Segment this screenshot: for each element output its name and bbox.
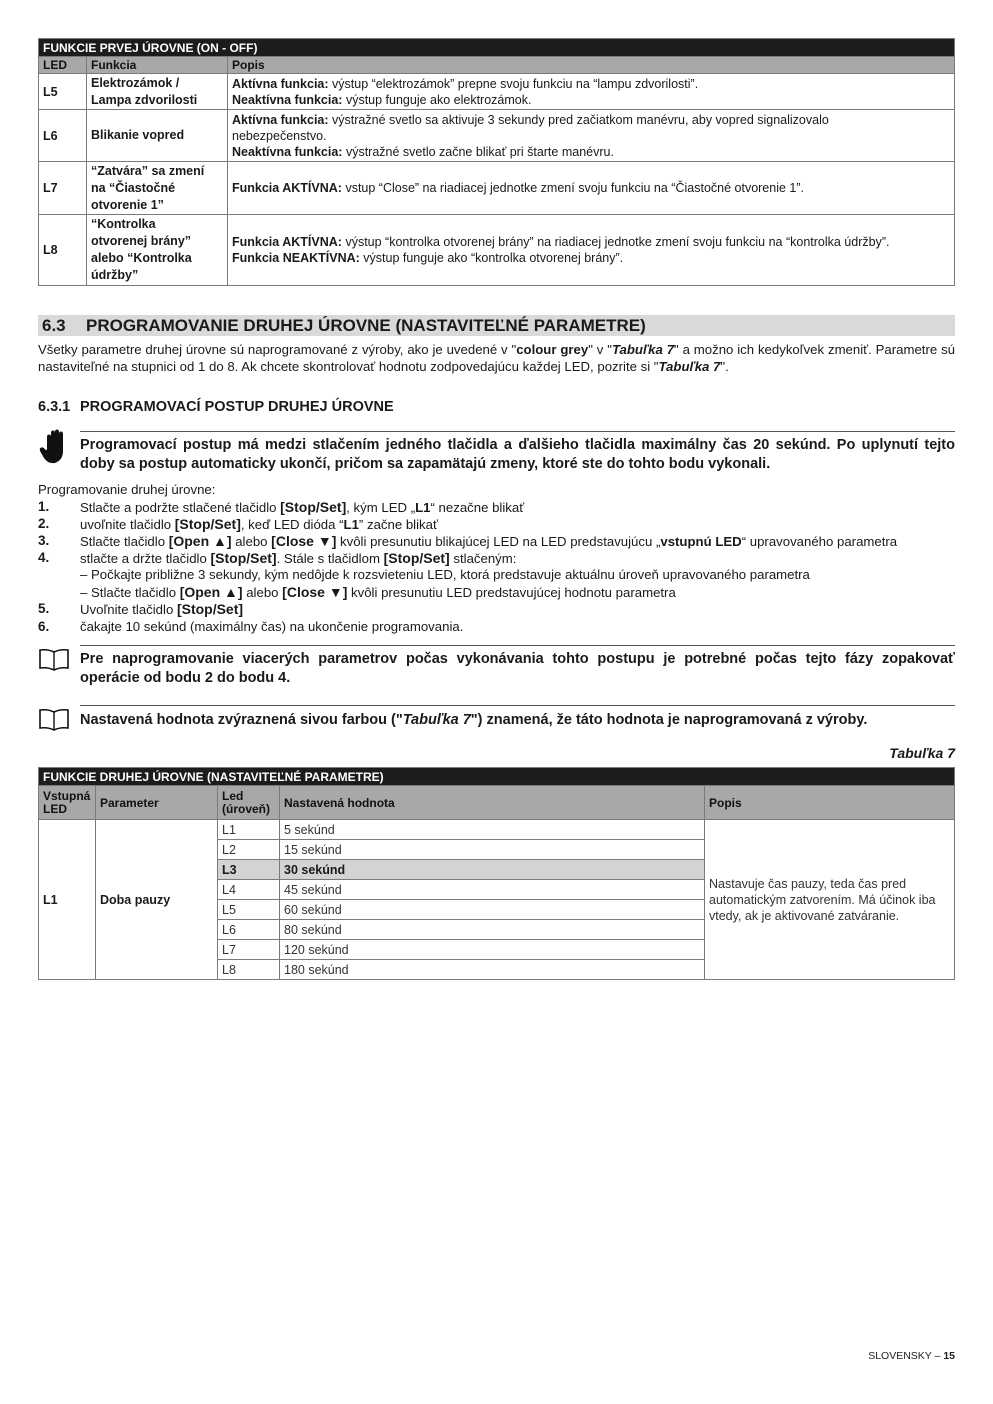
step-number: 1. — [38, 499, 50, 514]
level-value-cell: 180 sekúnd — [280, 960, 705, 980]
level-value-cell: 60 sekúnd — [280, 900, 705, 920]
page-number: 15 — [943, 1350, 955, 1362]
level-led-cell: L1 — [218, 820, 280, 840]
book-icon — [38, 708, 70, 732]
divider — [80, 645, 955, 646]
table1-title: FUNKCIE PRVEJ ÚROVNE (ON - OFF) — [39, 39, 955, 57]
level-led-cell: L7 — [218, 940, 280, 960]
step-text: stlačte a držte tlačidlo [Stop/Set]. Stále s tlačidlom [Stop/Set] stlačeným: — [80, 550, 517, 566]
step-number: 2. — [38, 516, 50, 531]
table-row — [39, 74, 955, 110]
level-value-cell: 15 sekúnd — [280, 840, 705, 860]
section-paragraph: Všetky parametre druhej úrovne sú naprogramované z výroby, ako je uvedené v "colour grey" v "Tabuľka 7" a možno ich kedykoľvek zmeniť. Parametre sú nastaviteľné na stupnici od 1 do 8. Ak chcete skontrolovať hodnotu zodpovedajúcu každej LED, pozrite si "Tabuľka 7". — [38, 342, 955, 374]
level-value-cell: 45 sekúnd — [280, 880, 705, 900]
step-number: 4. — [38, 550, 50, 565]
level-led-cell: L3 — [218, 860, 280, 880]
level-value-cell: 5 sekúnd — [280, 820, 705, 840]
divider — [80, 431, 955, 432]
first-level-functions-table — [38, 38, 955, 286]
page-footer: SLOVENSKY – 15 — [868, 1350, 955, 1362]
parameter-cell: Doba pauzy — [96, 820, 218, 980]
input-led-cell: L1 — [39, 820, 96, 980]
led-cell: L6 — [39, 110, 87, 162]
table2-header-parameter: Parameter — [96, 786, 218, 820]
substep-text: – Počkajte približne 3 sekundy, kým nedôjde k rozsvieteniu LED, ktorá predstavuje aktuálnu úroveň upravovaného parametra — [80, 567, 810, 582]
table1-header-popis: Popis — [228, 57, 955, 74]
table1-header-led: LED — [39, 57, 87, 74]
warning-text: Programovací postup má medzi stlačením jedného tlačidla a ďalšieho tlačidla maximálny čas 20 sekúnd. Po uplynutí tejto doby sa postup automaticky ukončí, pričom sa zapamätajú zmeny, ktoré ste do tohto bodu vykonali. — [80, 437, 955, 472]
led-cell: L5 — [39, 74, 87, 110]
description-cell: Aktívna funkcia: výstražné svetlo sa aktivuje 3 sekundy pred začiatkom manévru, aby vopred signalizovalo nebezpečenstvo. Neaktívna funkcia: výstražné svetlo začne blikať pri štarte manévru. — [228, 110, 955, 162]
table-row — [39, 110, 955, 162]
book-icon — [38, 648, 70, 672]
second-level-functions-table — [38, 767, 955, 980]
step-number: 6. — [38, 619, 50, 634]
level-led-cell: L5 — [218, 900, 280, 920]
level-led-cell: L6 — [218, 920, 280, 940]
section-number: 6.3 — [42, 316, 66, 335]
description-cell: Funkcia AKTÍVNA: vstup “Close” na riadiacej jednotke zmení svoju funkciu na “Čiastočné otvorenie 1”. — [228, 162, 955, 215]
step-number: 3. — [38, 533, 50, 548]
level-value-cell: 30 sekúnd — [280, 860, 705, 880]
step-text: Stlačte a podržte stlačené tlačidlo [Stop/Set], kým LED „L1“ nezačne blikať — [80, 499, 525, 515]
description-cell: Aktívna funkcia: výstup “elektrozámok” prepne svoju funkciu na “lampu zdvorilosti”. Neaktívna funkcia: výstup funguje ako elektrozámok. — [228, 74, 955, 110]
function-cell: Blikanie vopred — [87, 110, 228, 162]
function-cell: “Kontrolka otvorenej brány” alebo “Kontrolka údržby” — [87, 215, 228, 286]
level-led-cell: L8 — [218, 960, 280, 980]
level-value-cell: 80 sekúnd — [280, 920, 705, 940]
table2-header-led-level: Led (úroveň) — [218, 786, 280, 820]
procedure-intro: Programovanie druhej úrovne: — [38, 482, 216, 497]
step-number: 5. — [38, 601, 50, 616]
divider — [80, 705, 955, 706]
level-led-cell: L2 — [218, 840, 280, 860]
table2-header-input-led: Vstupná LED — [39, 786, 96, 820]
table2-header-description: Popis — [705, 786, 955, 820]
table1-header-funkcia: Funkcia — [87, 57, 228, 74]
description-cell: Funkcia AKTÍVNA: výstup “kontrolka otvorenej brány” na riadiacej jednotke zmení svoju funkciu na “kontrolka údržby”. Funkcia NEAKTÍVNA: výstup funguje ako “kontrolka otvorenej brány”. — [228, 215, 955, 286]
table2-header-value: Nastavená hodnota — [280, 786, 705, 820]
level-value-cell: 120 sekúnd — [280, 940, 705, 960]
led-cell: L8 — [39, 215, 87, 286]
table-row — [39, 162, 955, 215]
subsection-title: PROGRAMOVACÍ POSTUP DRUHEJ ÚROVNE — [80, 399, 394, 415]
step-text: čakajte 10 sekúnd (maximálny čas) na ukončenie programovania. — [80, 619, 464, 634]
table-caption: Tabuľka 7 — [889, 745, 955, 761]
step-text: Stlačte tlačidlo [Open ▲] alebo [Close ▼] kvôli presunutiu blikajúcej LED na LED predstavujúcu „vstupnú LED“ upravovaného parametra — [80, 533, 898, 549]
level-led-cell: L4 — [218, 880, 280, 900]
step-text: Uvoľnite tlačidlo [Stop/Set] — [80, 601, 244, 617]
hand-stop-icon — [38, 429, 72, 465]
table-row — [39, 820, 955, 840]
description-cell: Nastavuje čas pauzy, teda čas pred automatickým zatvorením. Má účinok iba vtedy, ak je aktivované zatváranie. — [705, 820, 955, 980]
table2-title: FUNKCIE DRUHEJ ÚROVNE (NASTAVITEĽNÉ PARAMETRE) — [39, 768, 955, 786]
section-title: PROGRAMOVANIE DRUHEJ ÚROVNE (NASTAVITEĽNÉ PARAMETRE) — [86, 316, 646, 335]
led-cell: L7 — [39, 162, 87, 215]
note-text: Nastavená hodnota zvýraznená sivou farbou ("Tabuľka 7") znamená, že táto hodnota je naprogramovaná z výroby. — [80, 712, 868, 728]
step-text: uvoľnite tlačidlo [Stop/Set], keď LED dióda “L1” začne blikať — [80, 516, 438, 532]
function-cell: Elektrozámok / Lampa zdvorilosti — [87, 74, 228, 110]
subsection-number: 6.3.1 — [38, 399, 71, 415]
function-cell: “Zatvára” sa zmení na “Čiastočné otvorenie 1” — [87, 162, 228, 215]
table-row — [39, 215, 955, 286]
substep-text: – Stlačte tlačidlo [Open ▲] alebo [Close ▼] kvôli presunutiu LED predstavujúcej hodnotu parametra — [80, 584, 676, 600]
note-text: Pre naprogramovanie viacerých parametrov počas vykonávania tohto postupu je potrebné počas tejto fázy zopakovať operácie od bodu 2 do bodu 4. — [80, 651, 955, 686]
